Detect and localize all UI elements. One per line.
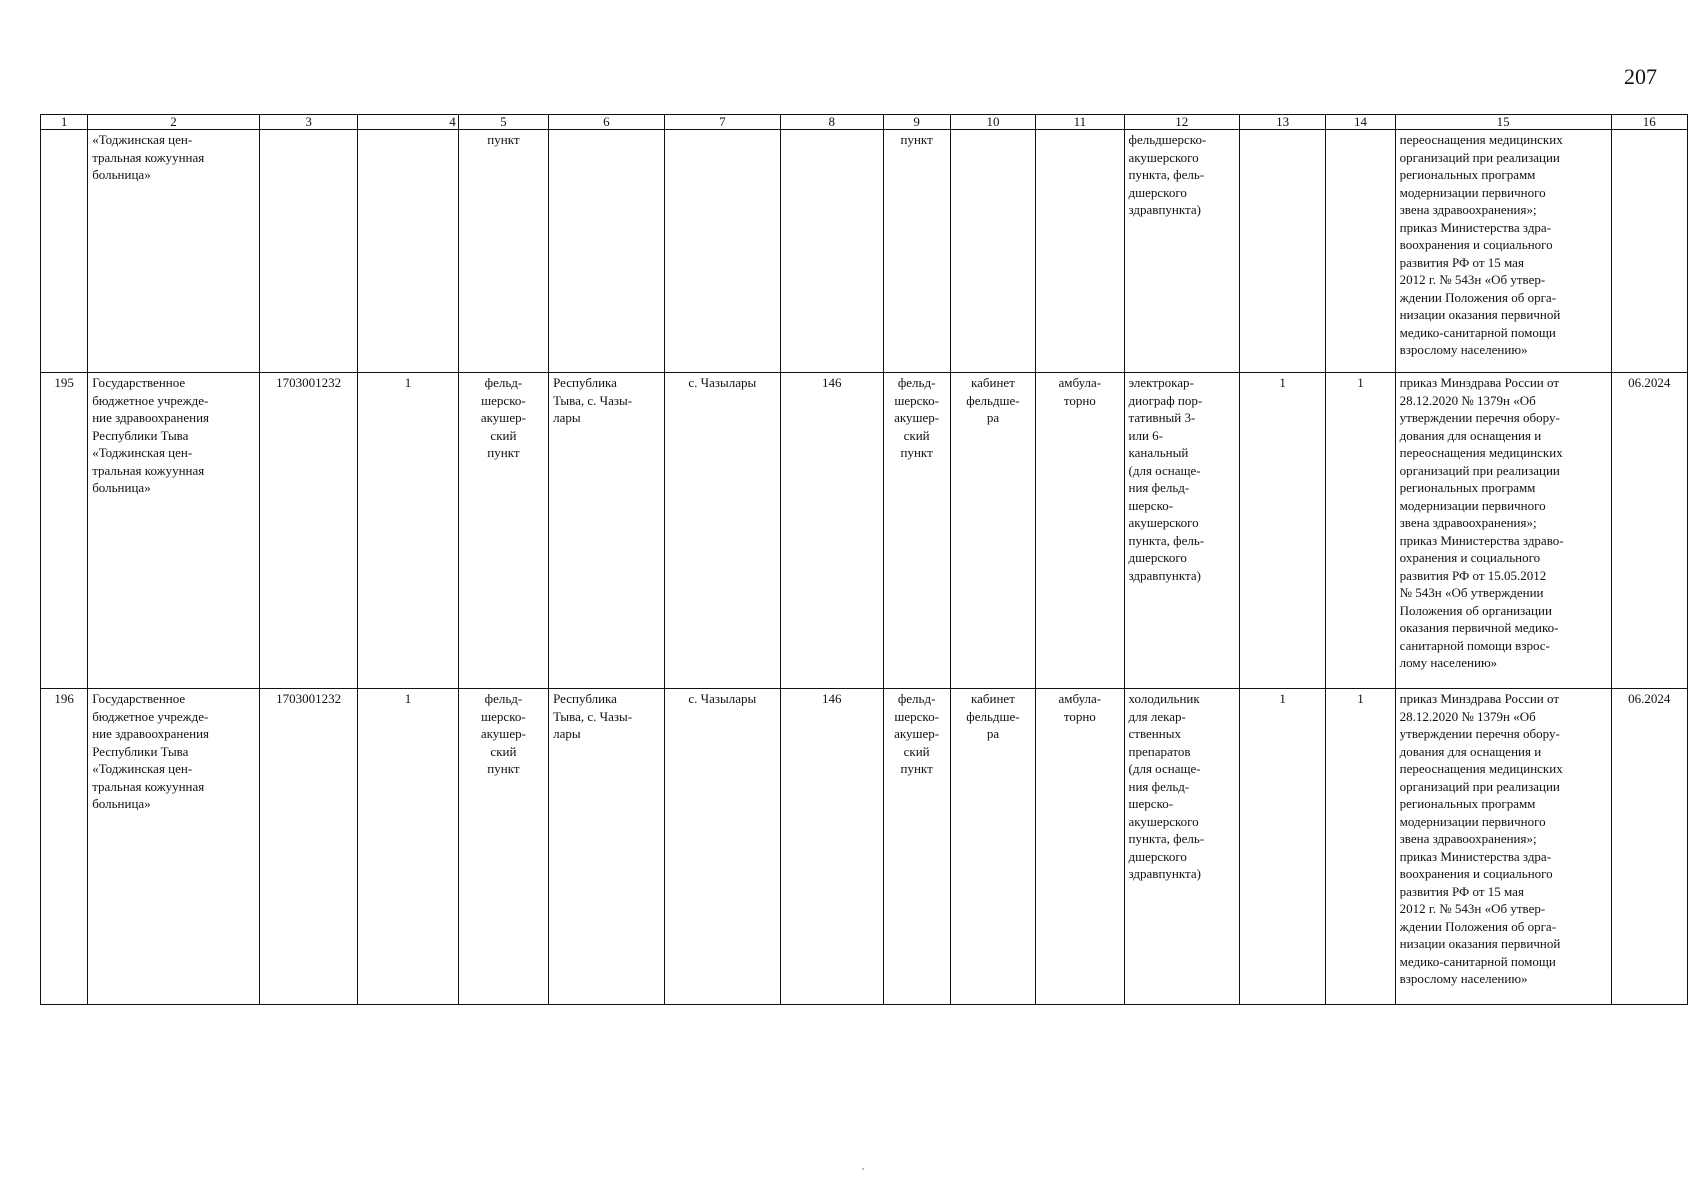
- col-header-7: 7: [664, 115, 780, 130]
- cell-care-mode: [1036, 130, 1124, 373]
- col-header-15: 15: [1395, 115, 1611, 130]
- cell-institution: Государственное бюджетное учрежде- ние здравоохранения Республики Тыва «Тоджинская цен- тральная кожуунная больница»: [88, 373, 260, 689]
- cell-facility-type: фельд- шерско- акушер- ский пункт: [458, 689, 548, 1005]
- cell-legal-basis: приказ Минздрава России от 28.12.2020 № 1379н «Об утверждении перечня обору- дования для оснащения и переоснащения медицинских организаций при реализации региональных программ модернизации первичного звена здравоохранения»; приказ Министерства здра- воохранения и социального развития РФ от 15 мая 2012 г. № 543н «Об утвер- ждении Положения об орга- низации оказания первичной медико-санитарной помощи взрослому населению»: [1395, 689, 1611, 1005]
- cell-care-mode: амбула- торно: [1036, 689, 1124, 1005]
- cell-qty-required: [1240, 130, 1326, 373]
- column-number-row: [41, 115, 1688, 130]
- cell-row-number: 195: [41, 373, 88, 689]
- cell-qty-required: 1: [1240, 373, 1326, 689]
- cell-legal-basis: приказ Минздрава России от 28.12.2020 № 1379н «Об утверждении перечня обору- дования для оснащения и переоснащения медицинских организаций при реализации региональных программ модернизации первичного звена здравоохранения»; приказ Министерства здраво- охранения и социального развития РФ от 15.05.2012 № 543н «Об утверждении Положения об организации оказания первичной медико- санитарной помощи взрос- лому населению»: [1395, 373, 1611, 689]
- cell-facility-type: пункт: [458, 130, 548, 373]
- page-number: 207: [1624, 64, 1657, 89]
- cell-qty-planned: 1: [1326, 689, 1395, 1005]
- cell-row-number: 196: [41, 689, 88, 1005]
- cell-population: 146: [781, 689, 883, 1005]
- cell-population: 146: [781, 373, 883, 689]
- cell-equipment: фельдшерско- акушерского пункта, фель- дшерского здравпункта): [1124, 130, 1239, 373]
- cell-unit-type: фельд- шерско- акушер- ский пункт: [883, 373, 950, 689]
- cell-inn: [259, 130, 357, 373]
- cell-unit-type: фельд- шерско- акушер- ский пункт: [883, 689, 950, 1005]
- col-header-10: 10: [950, 115, 1035, 130]
- col-header-14: 14: [1326, 115, 1395, 130]
- cell-room: кабинет фельдше- ра: [950, 689, 1035, 1005]
- cell-row-number: [41, 130, 88, 373]
- col-header-13: 13: [1240, 115, 1326, 130]
- cell-qty-planned: 1: [1326, 373, 1395, 689]
- cell-col4: [358, 130, 458, 373]
- col-header-6: 6: [549, 115, 664, 130]
- cell-address: [549, 130, 664, 373]
- col-header-8: 8: [781, 115, 883, 130]
- cell-deadline: [1611, 130, 1687, 373]
- cell-facility-type: фельд- шерско- акушер- ский пункт: [458, 373, 548, 689]
- cell-settlement: [664, 130, 780, 373]
- cell-deadline: 06.2024: [1611, 689, 1687, 1005]
- cell-population: [781, 130, 883, 373]
- cell-inn: 1703001232: [259, 689, 357, 1005]
- cell-col4: 1: [358, 373, 458, 689]
- cell-address: Республика Тыва, с. Чазы- лары: [549, 689, 664, 1005]
- col-header-16: 16: [1611, 115, 1687, 130]
- cell-address: Республика Тыва, с. Чазы- лары: [549, 373, 664, 689]
- cell-unit-type: пункт: [883, 130, 950, 373]
- cell-settlement: с. Чазылары: [664, 373, 780, 689]
- register-table: [40, 114, 1688, 1005]
- scan-speck: [862, 1168, 864, 1170]
- col-header-9: 9: [883, 115, 950, 130]
- col-header-3: 3: [259, 115, 357, 130]
- cell-equipment: холодильник для лекар- ственных препаратов (для оснаще- ния фельд- шерско- акушерского пункта, фель- дшерского здравпункта): [1124, 689, 1239, 1005]
- cell-settlement: с. Чазылары: [664, 689, 780, 1005]
- cell-institution: «Тоджинская цен- тральная кожуунная больница»: [88, 130, 260, 373]
- cell-room: [950, 130, 1035, 373]
- cell-legal-basis: переоснащения медицинских организаций при реализации региональных программ модернизации первичного звена здравоохранения»; приказ Министерства здра- воохранения и социального развития РФ от 15 мая 2012 г. № 543н «Об утвер- ждении Положения об орга- низации оказания первичной медико-санитарной помощи взрослому населению»: [1395, 130, 1611, 373]
- cell-qty-planned: [1326, 130, 1395, 373]
- cell-qty-required: 1: [1240, 689, 1326, 1005]
- cell-institution: Государственное бюджетное учрежде- ние здравоохранения Республики Тыва «Тоджинская цен- тральная кожуунная больница»: [88, 689, 260, 1005]
- col-header-5: 5: [458, 115, 548, 130]
- col-header-2: 2: [88, 115, 260, 130]
- cell-col4: 1: [358, 689, 458, 1005]
- col-header-1: 1: [41, 115, 88, 130]
- cell-deadline: 06.2024: [1611, 373, 1687, 689]
- col-header-11: 11: [1036, 115, 1124, 130]
- col-header-12: 12: [1124, 115, 1239, 130]
- table-row: [41, 130, 1688, 373]
- col-header-4: 4: [358, 115, 458, 130]
- cell-care-mode: амбула- торно: [1036, 373, 1124, 689]
- table-row: [41, 373, 1688, 689]
- table-row: [41, 689, 1688, 1005]
- cell-room: кабинет фельдше- ра: [950, 373, 1035, 689]
- cell-inn: 1703001232: [259, 373, 357, 689]
- cell-equipment: электрокар- диограф пор- тативный 3- или 6- канальный (для оснаще- ния фельд- шерско- акушерского пункта, фель- дшерского здравпункта): [1124, 373, 1239, 689]
